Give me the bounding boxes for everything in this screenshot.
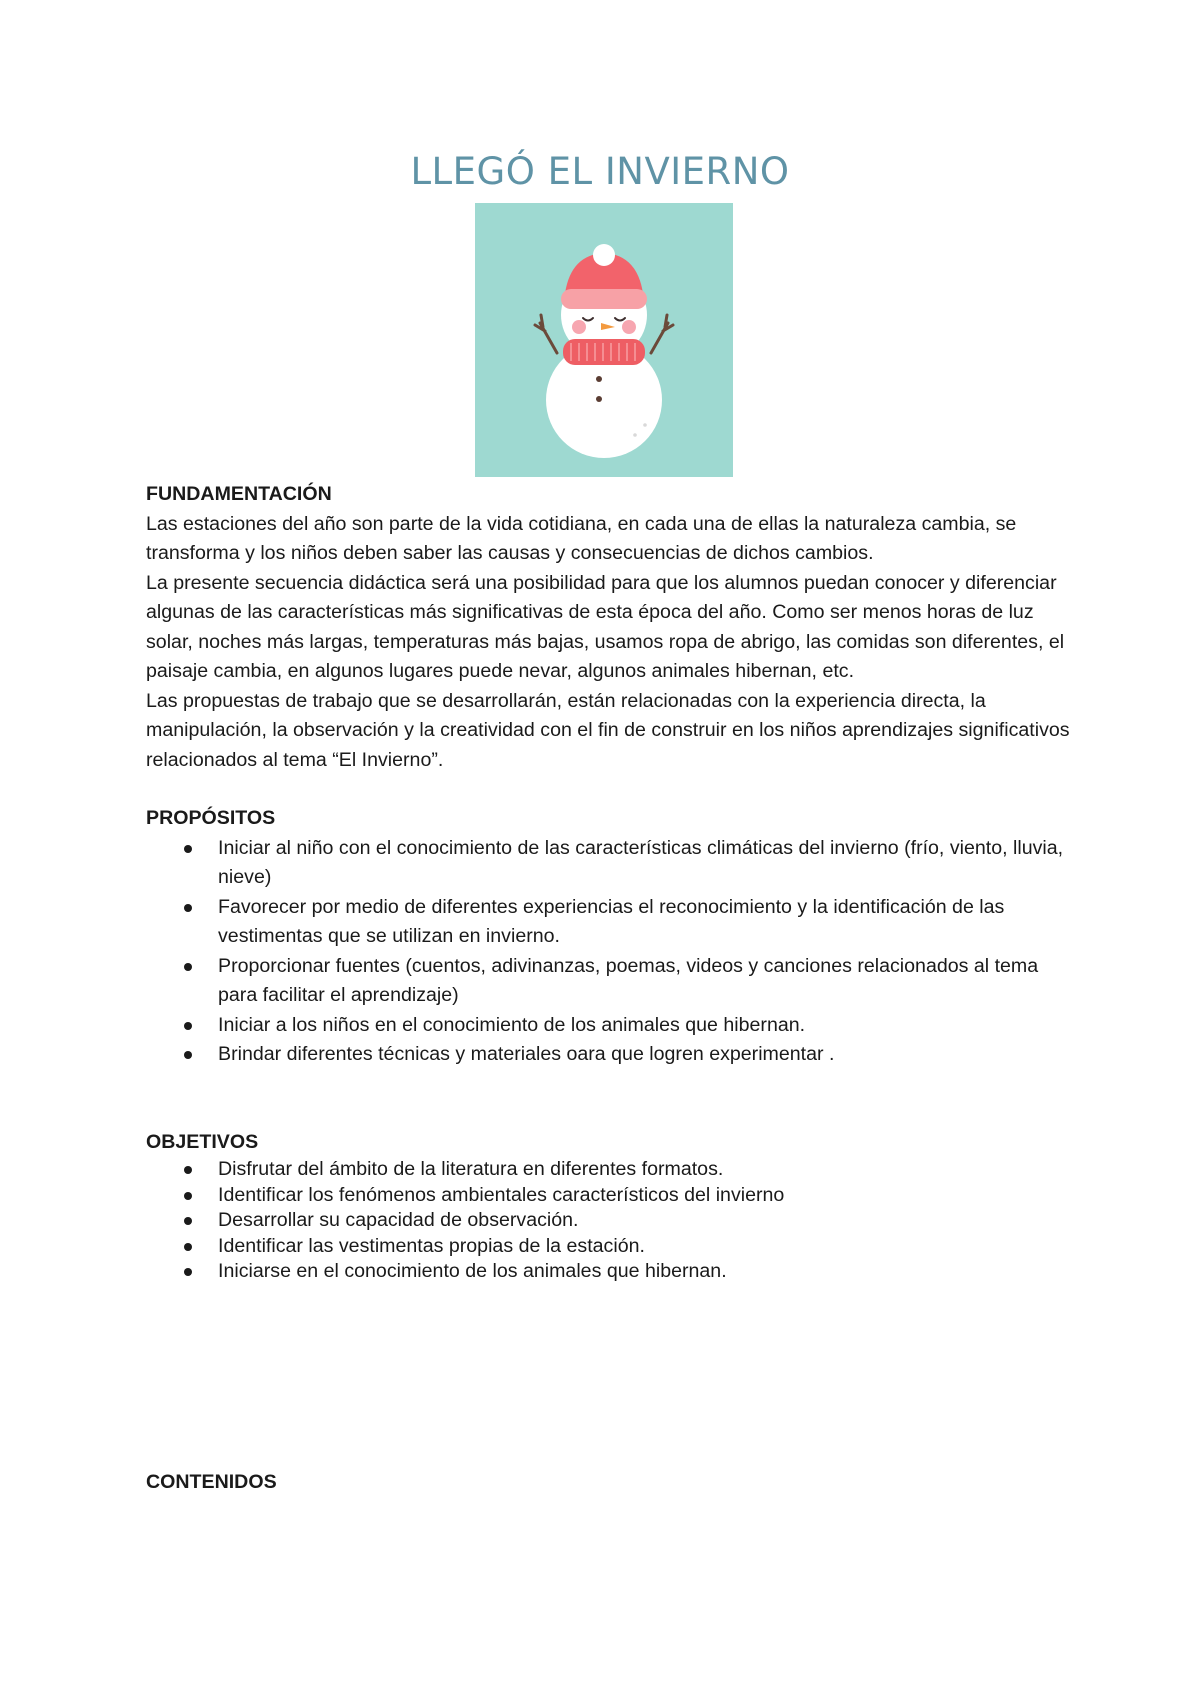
bullet-icon — [184, 1166, 192, 1174]
propositos-list — [146, 834, 1071, 1070]
document-body — [146, 480, 1071, 1497]
list-item: Identificar las vestimentas propias de la estación. — [146, 1234, 1071, 1260]
list-item: Iniciar a los niños en el conocimiento de los animales que hibernan. — [146, 1011, 1071, 1041]
snowman-icon — [475, 203, 733, 477]
snowman-illustration — [475, 203, 733, 477]
bullet-icon — [184, 1217, 192, 1225]
bullet-icon — [184, 1268, 192, 1276]
list-item: Disfrutar del ámbito de la literatura en diferentes formatos. — [146, 1157, 1071, 1183]
bullet-icon — [184, 904, 192, 912]
list-item: Favorecer por medio de diferentes experiencias el reconocimiento y la identificación de las vestimentas que se utilizan en invierno. — [146, 893, 1071, 952]
list-item: Proporcionar fuentes (cuentos, adivinanzas, poemas, videos y canciones relacionados al tema para facilitar el aprendizaje) — [146, 952, 1071, 1011]
bullet-icon — [184, 1051, 192, 1059]
bullet-icon — [184, 963, 192, 971]
document-title: LLEGÓ EL INVIERNO — [410, 150, 790, 193]
list-item: Brindar diferentes técnicas y materiales oara que logren experimentar . — [146, 1040, 1071, 1070]
list-item: Iniciarse en el conocimiento de los animales que hibernan. — [146, 1259, 1071, 1285]
objetivos-heading: OBJETIVOS — [146, 1130, 259, 1153]
objetivos-list — [146, 1157, 1071, 1285]
propositos-heading: PROPÓSITOS — [146, 807, 276, 829]
bullet-icon — [184, 845, 192, 853]
spacer — [146, 1285, 1071, 1468]
fundamentacion-paragraph: La presente secuencia didáctica será una posibilidad para que los alumnos puedan conocer y diferenciar algunas de las características más significativas de esta época del año. Como ser menos horas de luz solar, noches más largas, temperaturas más bajas, usamos ropa de abrigo, las comidas son diferentes, el paisaje cambia, en algunos lugares puede nevar, algunos animales hibernan, etc. — [146, 571, 1065, 682]
fundamentacion-heading: FUNDAMENTACIÓN — [146, 483, 332, 505]
list-item: Identificar los fenómenos ambientales característicos del invierno — [146, 1183, 1071, 1209]
fundamentacion-paragraph: Las propuestas de trabajo que se desarrollarán, están relacionadas con la experiencia directa, la manipulación, la observación y la creatividad con el fin de construir en los niños aprendizajes significativos relacionados al tema “El Invierno”. — [146, 689, 1070, 771]
contenidos-heading: CONTENIDOS — [146, 1470, 277, 1493]
bullet-icon — [184, 1022, 192, 1030]
spacer — [146, 1070, 1071, 1128]
spacer — [146, 775, 1071, 804]
bullet-icon — [184, 1243, 192, 1251]
bullet-icon — [184, 1192, 192, 1200]
list-item: Iniciar al niño con el conocimiento de las características climáticas del invierno (frío, viento, lluvia, nieve) — [146, 834, 1071, 893]
list-item: Desarrollar su capacidad de observación. — [146, 1208, 1071, 1234]
fundamentacion-paragraph: Las estaciones del año son parte de la vida cotidiana, en cada una de ellas la naturaleza cambia, se transforma y los niños deben saber las causas y consecuencias de dichos cambios. — [146, 512, 1017, 564]
